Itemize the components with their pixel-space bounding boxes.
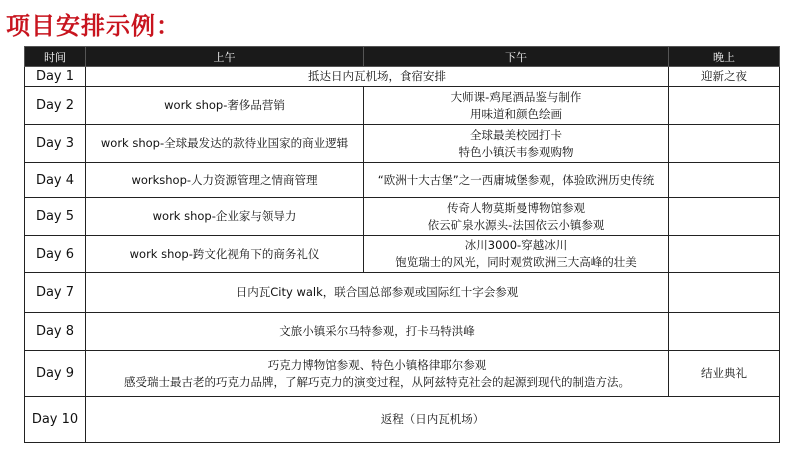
activity-text: 大师课-鸡尾酒品鉴与制作 — [450, 89, 582, 104]
activity-text: work shop-企业家与领导力 — [152, 209, 297, 223]
activity-cell — [364, 198, 669, 236]
activity-text: work shop-跨文化视角下的商务礼仪 — [129, 246, 320, 261]
table-row — [25, 273, 780, 313]
table-row — [25, 236, 780, 273]
activity-text: 日内瓦City walk，联合国总部参观或国际红十字会参观 — [235, 285, 519, 299]
activity-cell — [364, 125, 669, 163]
activity-text: “欧洲十大古堡”之一西庸城堡参观，体验欧洲历史传统 — [377, 172, 655, 187]
day-cell: Day 5 — [25, 198, 86, 236]
activity-text: 用味道和颜色绘画 — [470, 106, 562, 121]
activity-cell — [669, 273, 780, 313]
activity-cell — [86, 87, 364, 125]
day-cell: Day 9 — [25, 351, 86, 397]
table-row — [25, 87, 780, 125]
activity-text: workshop-人力资源管理之情商管理 — [131, 172, 318, 187]
day-cell: Day 8 — [25, 313, 86, 351]
activity-text: work shop-全球最发达的款待业国家的商业逻辑 — [100, 136, 349, 150]
activity-cell — [669, 67, 780, 87]
activity-text: 全球最美校园打卡 — [470, 127, 562, 142]
activity-text: 抵达日内瓦机场，食宿安排 — [308, 69, 446, 83]
header-evening: 晚上 — [669, 47, 780, 67]
activity-text: 迎新之夜 — [701, 69, 747, 83]
table-row — [25, 397, 780, 443]
activity-text: 结业典礼 — [701, 366, 747, 380]
day-cell: Day 3 — [25, 125, 86, 163]
day-cell: Day 6 — [25, 236, 86, 273]
activity-text: 传奇人物莫斯曼博物馆参观 — [447, 200, 585, 215]
activity-cell — [669, 236, 780, 273]
table-row — [25, 125, 780, 163]
day-cell: Day 7 — [25, 273, 86, 313]
activity-cell — [669, 198, 780, 236]
header-afternoon: 下午 — [364, 47, 669, 67]
activity-cell — [669, 125, 780, 163]
activity-cell — [86, 351, 669, 397]
table-row — [25, 198, 780, 236]
activity-cell — [669, 313, 780, 351]
header-time: 时间 — [25, 47, 86, 67]
activity-cell — [86, 67, 669, 87]
activity-cell — [86, 125, 364, 163]
activity-text: 文旅小镇采尔马特参观，打卡马特洪峰 — [279, 324, 475, 338]
activity-text: 饱览瑞士的风光，同时观赏欧洲三大高峰的壮美 — [395, 255, 637, 269]
activity-text: 返程（日内瓦机场） — [380, 412, 485, 426]
activity-cell — [86, 198, 364, 236]
activity-cell — [364, 163, 669, 198]
activity-text: 冰川3000-穿越冰川 — [464, 238, 568, 252]
activity-text: work shop-奢侈品营销 — [164, 98, 285, 112]
header-morning: 上午 — [86, 47, 364, 67]
table-row — [25, 351, 780, 397]
activity-cell — [364, 87, 669, 125]
day-cell: Day 2 — [25, 87, 86, 125]
activity-cell — [86, 313, 669, 351]
activity-cell — [86, 273, 669, 313]
activity-cell — [669, 351, 780, 397]
activity-cell — [86, 236, 364, 273]
day-cell: Day 1 — [25, 67, 86, 87]
activity-text: 依云矿泉水源头-法国依云小镇参观 — [427, 217, 605, 232]
schedule-table — [24, 46, 780, 443]
table-row — [25, 313, 780, 351]
table-row — [25, 163, 780, 198]
table-header-row — [25, 47, 780, 67]
activity-cell — [669, 87, 780, 125]
day-cell: Day 4 — [25, 163, 86, 198]
activity-cell — [669, 163, 780, 198]
day-cell: Day 10 — [25, 397, 86, 443]
activity-cell — [86, 163, 364, 198]
activity-text: 感受瑞士最古老的巧克力品牌，了解巧克力的演变过程，从阿兹特克社会的起源到现代的制造方法。 — [124, 374, 630, 389]
activity-cell — [86, 397, 780, 443]
activity-text: 特色小镇沃韦参观购物 — [458, 144, 574, 159]
activity-cell — [364, 236, 669, 273]
table-row — [25, 67, 780, 87]
page-title: 项目安排示例： — [6, 12, 181, 40]
activity-text: 巧克力博物馆参观、特色小镇格律耶尔参观 — [267, 357, 487, 372]
